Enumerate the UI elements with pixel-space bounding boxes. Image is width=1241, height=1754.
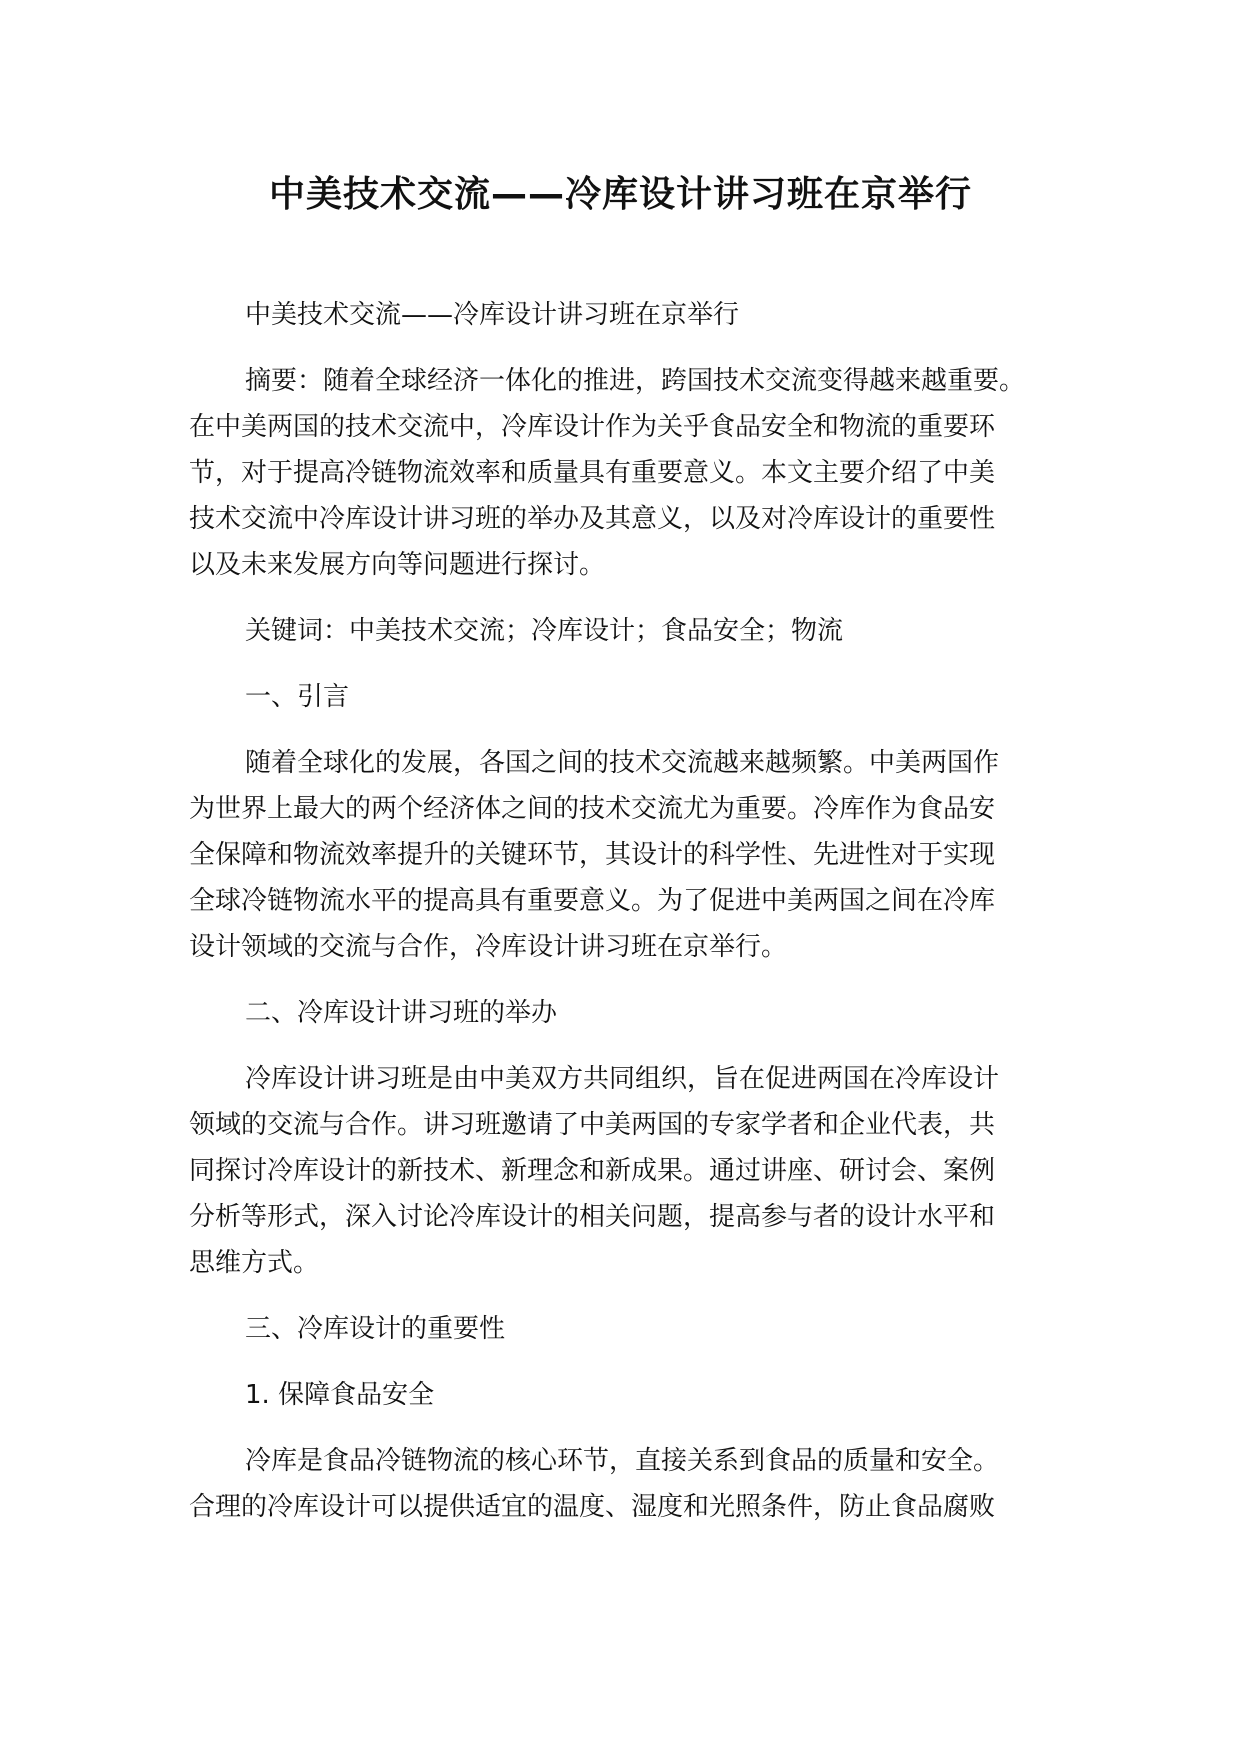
text-line: 一、引言 [245, 682, 350, 712]
keywords-paragraph [189, 608, 1051, 654]
document-body [189, 292, 1051, 1550]
text-line: 中美技术交流——冷库设计讲习班在京举行 [245, 300, 740, 330]
section-heading-workshop [189, 990, 1051, 1036]
text-line: 思维方式。 [189, 1248, 320, 1278]
document-title: 中美技术交流——冷库设计讲习班在京举行 [268, 174, 972, 215]
text-line: 全球冷链物流水平的提高具有重要意义。为了促进中美两国之间在冷库 [189, 886, 996, 916]
text-line: 设计领域的交流与合作，冷库设计讲习班在京举行。 [189, 932, 788, 962]
text-line: 全保障和物流效率提升的关键环节，其设计的科学性、先进性对于实现 [189, 840, 996, 870]
abstract-paragraph [189, 358, 1051, 588]
introduction-paragraph [189, 740, 1051, 970]
food-safety-paragraph [189, 1438, 1051, 1530]
section-heading-importance [189, 1306, 1051, 1352]
section-heading-introduction [189, 674, 1051, 720]
text-line: 摘要：随着全球经济一体化的推进，跨国技术交流变得越来越重要。 [245, 366, 1026, 396]
text-line: 在中美两国的技术交流中，冷库设计作为关乎食品安全和物流的重要环 [189, 412, 996, 442]
text-line: 技术交流中冷库设计讲习班的举办及其意义，以及对冷库设计的重要性 [189, 504, 996, 534]
subtitle-paragraph [189, 292, 1051, 338]
workshop-paragraph [189, 1056, 1051, 1286]
text-line: 同探讨冷库设计的新技术、新理念和新成果。通过讲座、研讨会、案例 [189, 1156, 996, 1186]
text-line: 领域的交流与合作。讲习班邀请了中美两国的专家学者和企业代表，共 [189, 1110, 996, 1140]
text-line: 1. 保障食品安全 [245, 1380, 435, 1410]
text-line: 关键词：中美技术交流；冷库设计；食品安全；物流 [245, 616, 844, 646]
text-line: 三、冷库设计的重要性 [245, 1314, 506, 1344]
text-line: 分析等形式，深入讨论冷库设计的相关问题，提高参与者的设计水平和 [189, 1202, 996, 1232]
text-line: 为世界上最大的两个经济体之间的技术交流尤为重要。冷库作为食品安 [189, 794, 996, 824]
text-line: 以及未来发展方向等问题进行探讨。 [189, 550, 606, 580]
text-line: 冷库设计讲习班是由中美双方共同组织，旨在促进两国在冷库设计 [245, 1064, 1000, 1094]
subsection-heading-food-safety [189, 1372, 1051, 1418]
text-line: 二、冷库设计讲习班的举办 [245, 998, 558, 1028]
text-line: 冷库是食品冷链物流的核心环节，直接关系到食品的质量和安全。 [245, 1446, 1000, 1476]
text-line: 合理的冷库设计可以提供适宜的温度、湿度和光照条件，防止食品腐败 [189, 1492, 996, 1522]
text-line: 随着全球化的发展，各国之间的技术交流越来越频繁。中美两国作 [245, 748, 1000, 778]
text-line: 节，对于提高冷链物流效率和质量具有重要意义。本文主要介绍了中美 [189, 458, 996, 488]
